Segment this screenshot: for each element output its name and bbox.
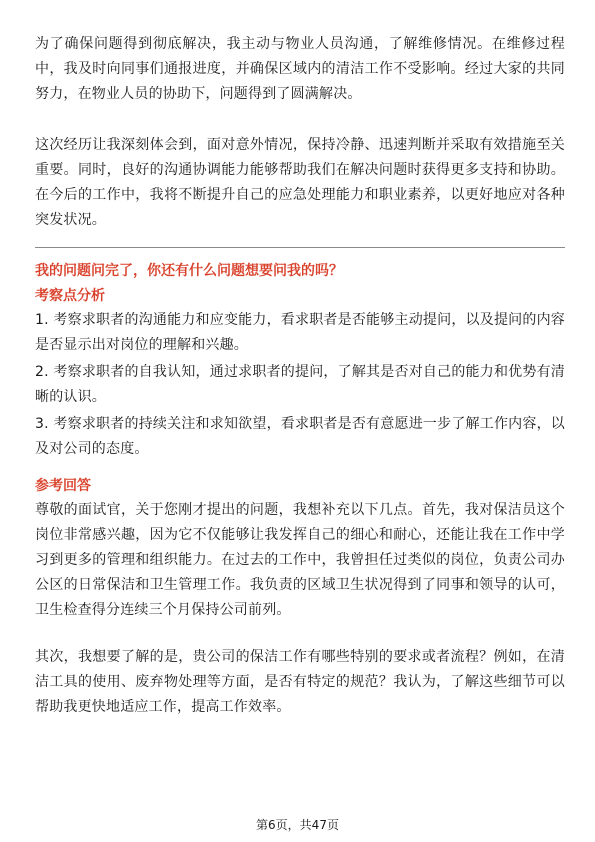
paragraph-gap	[35, 107, 565, 133]
analysis-item: 3. 考察求职者的持续关注和求知欲望，看求职者是否有意愿进一步了解工作内容，以及对公司的态度。	[35, 416, 565, 457]
section-divider	[35, 247, 565, 248]
body-paragraph: 这次经历让我深刻体会到，面对意外情况，保持冷静、迅速判断并采取有效措施至关重要。同时，良好的沟通协调能力能够帮助我们在解决问题时获得更多支持和协助。在今后的工作中，我将不断提升自己的应急处理能力和职业素养，以更好地应对各种突发状况。	[35, 137, 565, 228]
paragraph-gap	[35, 623, 565, 645]
reference-title: 参考回答	[35, 478, 91, 494]
body-paragraph: 为了确保问题得到彻底解决，我主动与物业人员沟通，了解维修情况。在维修过程中，我及时向同事们通报进度，并确保区域内的清洁工作不受影响。经过大家的共同努力，在物业人员的协助下，问题得到了圆满解决。	[35, 36, 565, 102]
page-footer: 第6页，共47页	[256, 818, 339, 832]
analysis-item: 1. 考察求职者的沟通能力和应变能力，看求职者是否能够主动提问，以及提问的内容是否显示出对岗位的理解和兴趣。	[35, 312, 565, 353]
analysis-title: 考察点分析	[35, 288, 105, 304]
analysis-item: 2. 考察求职者的自我认知，通过求职者的提问，了解其是否对自己的能力和优势有清晰的认识。	[35, 364, 565, 405]
section-gap	[35, 464, 565, 474]
question-heading: 我的问题问完了，你还有什么问题想要问我的吗？	[35, 263, 343, 279]
document-page	[35, 32, 565, 720]
reference-paragraph: 尊敬的面试官，关于您刚才提出的问题，我想补充以下几点。首先，我对保洁员这个岗位非常感兴趣，因为它不仅能够让我发挥自己的细心和耐心，还能让我在工作中学习到更多的管理和组织能力。在过去的工作中，我曾担任过类似的岗位，负责公司办公区的日常保洁和卫生管理工作。我负责的区域卫生状况得到了同事和领导的认可，卫生检查得分连续三个月保持公司前列。	[35, 502, 565, 618]
reference-paragraph: 其次，我想要了解的是，贵公司的保洁工作有哪些特别的要求或者流程？例如，在清洁工具的使用、废弃物处理等方面，是否有特定的规范？我认为，了解这些细节可以帮助我更快地适应工作，提高工作效率。	[35, 649, 565, 715]
